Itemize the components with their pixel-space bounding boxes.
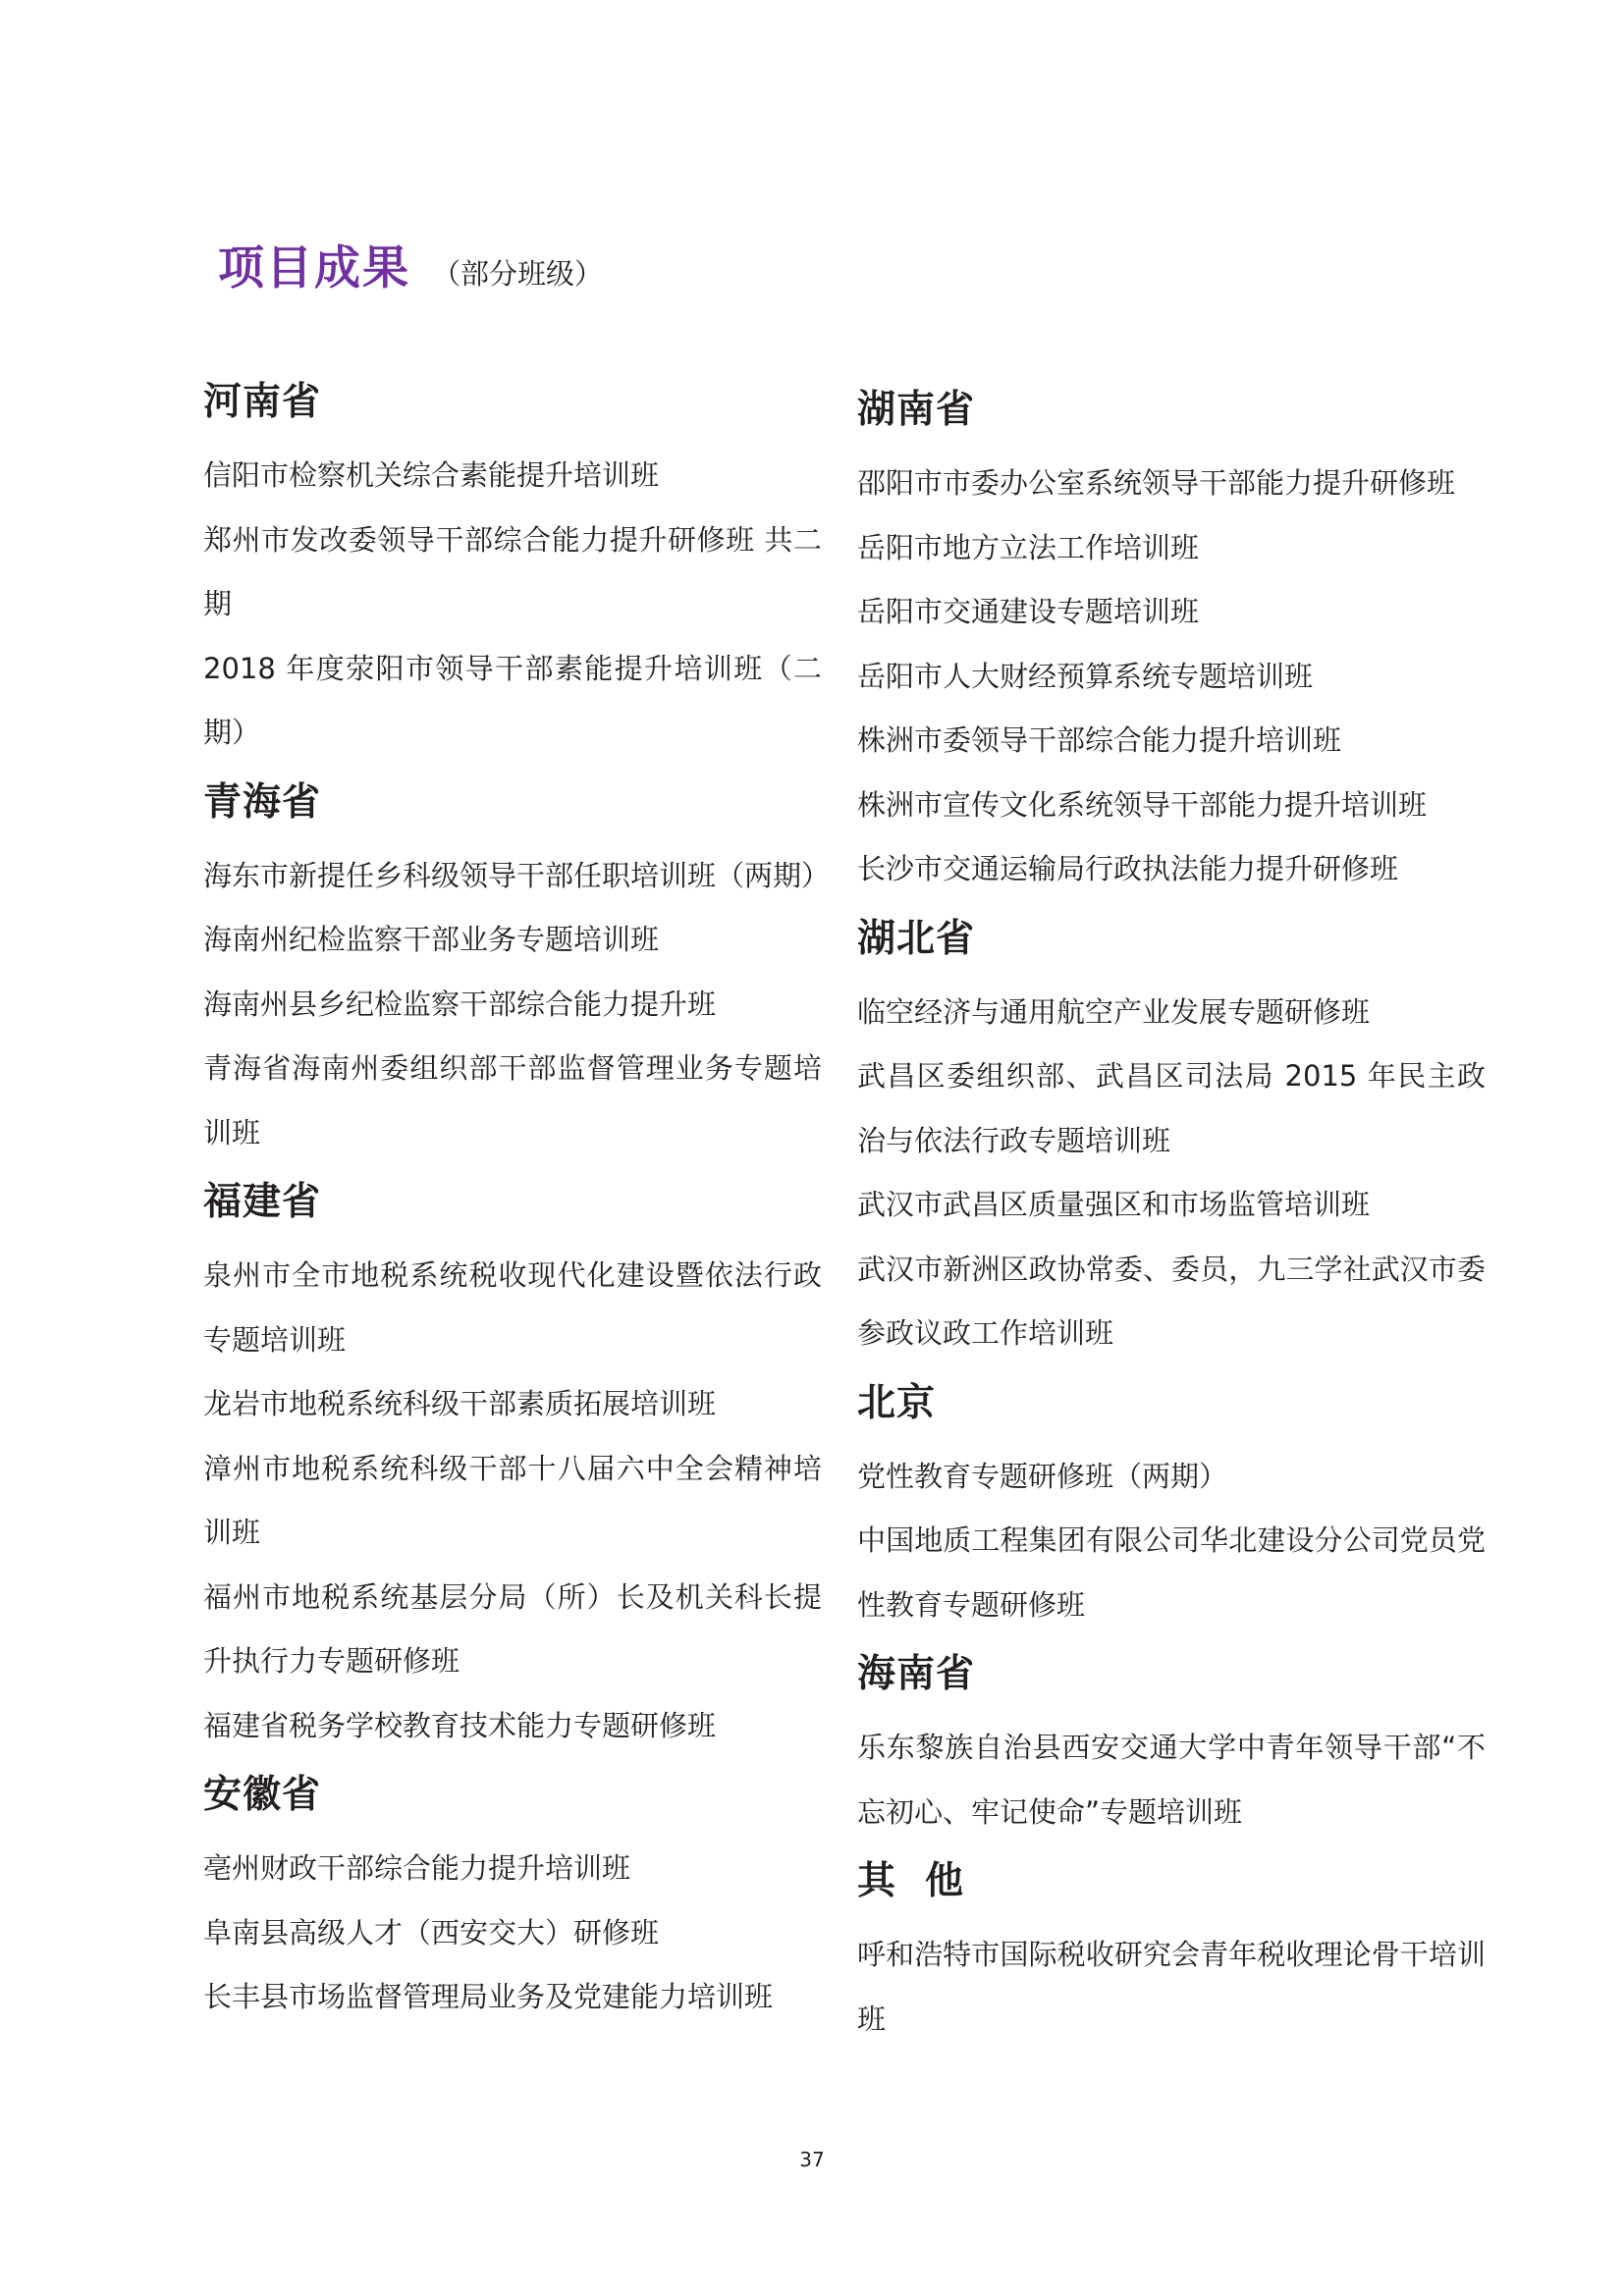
province-section	[857, 910, 1486, 1366]
province-section	[203, 373, 822, 766]
training-class-item: 岳阳市交通建设专题培训班	[857, 595, 1200, 628]
province-title: 其他	[857, 1859, 994, 1903]
training-class-item: 青海省海南州委组织部干部监督管理业务专题培训班	[203, 1051, 822, 1149]
province-section	[857, 1852, 1486, 2052]
province-section	[857, 1645, 1486, 1844]
training-class-item: 临空经济与通用航空产业发展专题研修班	[857, 994, 1371, 1029]
province-section	[857, 381, 1486, 902]
heading-subtitle: （部分班级）	[432, 257, 604, 291]
training-class-item: 株洲市宣传文化系统领导干部能力提升培训班	[857, 787, 1428, 822]
training-class-item: 邵阳市市委办公室系统领导干部能力提升研修班	[857, 466, 1456, 500]
training-class-item: 武汉市武昌区质量强区和市场监管培训班	[857, 1188, 1371, 1221]
training-class-item: 武昌区委组织部、武昌区司法局 2015 年民主政治与依法行政专题培训班	[857, 1059, 1486, 1157]
training-class-item: 海东市新提任乡科级领导干部任职培训班（两期）	[203, 858, 831, 892]
training-class-item: 中国地质工程集团有限公司华北建设分公司党员党性教育专题研修班	[857, 1523, 1486, 1622]
province-title: 湖北省	[857, 916, 976, 961]
province-title: 青海省	[203, 779, 322, 825]
training-class-item: 海南州县乡纪检监察干部综合能力提升班	[203, 987, 717, 1021]
province-section	[203, 1173, 822, 1758]
training-class-item: 岳阳市人大财经预算系统专题培训班	[857, 659, 1314, 693]
province-title: 福建省	[203, 1180, 322, 1224]
training-class-item: 福建省税务学校教育技术能力专题研修班	[203, 1708, 717, 1742]
right-column	[857, 381, 1486, 2059]
province-title: 北京	[857, 1380, 937, 1425]
province-section	[203, 774, 831, 1166]
training-class-item: 漳州市地税系统科级干部十八届六中全会精神培训班	[203, 1451, 822, 1549]
training-class-item: 阜南县高级人才（西安交大）研修班	[203, 1915, 660, 1949]
province-title: 安徽省	[203, 1773, 322, 1817]
training-class-item: 海南州纪检监察干部业务专题培训班	[203, 923, 660, 956]
training-class-item: 福州市地税系统基层分局（所）长及机关科长提升执行力专题研修班	[203, 1579, 822, 1678]
province-title: 湖南省	[857, 388, 976, 432]
province-title: 海南省	[857, 1652, 976, 1696]
training-class-item: 长沙市交通运输局行政执法能力提升研修班	[857, 852, 1399, 885]
training-class-item: 泉州市全市地税系统税收现代化建设暨依法行政专题培训班	[203, 1258, 822, 1357]
heading-title: 项目成果	[218, 241, 410, 295]
training-class-item: 党性教育专题研修班（两期）	[857, 1459, 1228, 1493]
training-class-item: 武汉市新洲区政协常委、委员，九三学社武汉市委参政议政工作培训班	[857, 1252, 1486, 1350]
province-title: 河南省	[203, 380, 322, 424]
training-class-item: 株洲市委领导干部综合能力提升培训班	[857, 723, 1342, 757]
page-heading	[218, 232, 603, 297]
training-class-item: 岳阳市地方立法工作培训班	[857, 530, 1200, 564]
training-class-item: 乐东黎族自治县西安交通大学中青年领导干部“不忘初心、牢记使命”专题培训班	[857, 1731, 1486, 1829]
training-class-item: 郑州市发改委领导干部综合能力提升研修班 共二期	[203, 522, 822, 620]
training-class-item: 2018 年度荥阳市领导干部素能提升培训班（二期）	[203, 651, 822, 749]
training-class-item: 亳州财政干部综合能力提升培训班	[203, 1851, 631, 1885]
province-section	[857, 1374, 1486, 1638]
training-class-item: 长丰县市场监督管理局业务及党建能力培训班	[203, 1980, 774, 2013]
training-class-item: 龙岩市地税系统科级干部素质拓展培训班	[203, 1387, 717, 1420]
training-class-item: 呼和浩特市国际税收研究会青年税收理论骨干培训班	[857, 1938, 1486, 2036]
province-section	[203, 1766, 822, 2030]
training-class-item: 信阳市检察机关综合素能提升培训班	[203, 458, 660, 492]
page-number: 37	[799, 2148, 825, 2171]
left-column	[203, 373, 831, 2038]
